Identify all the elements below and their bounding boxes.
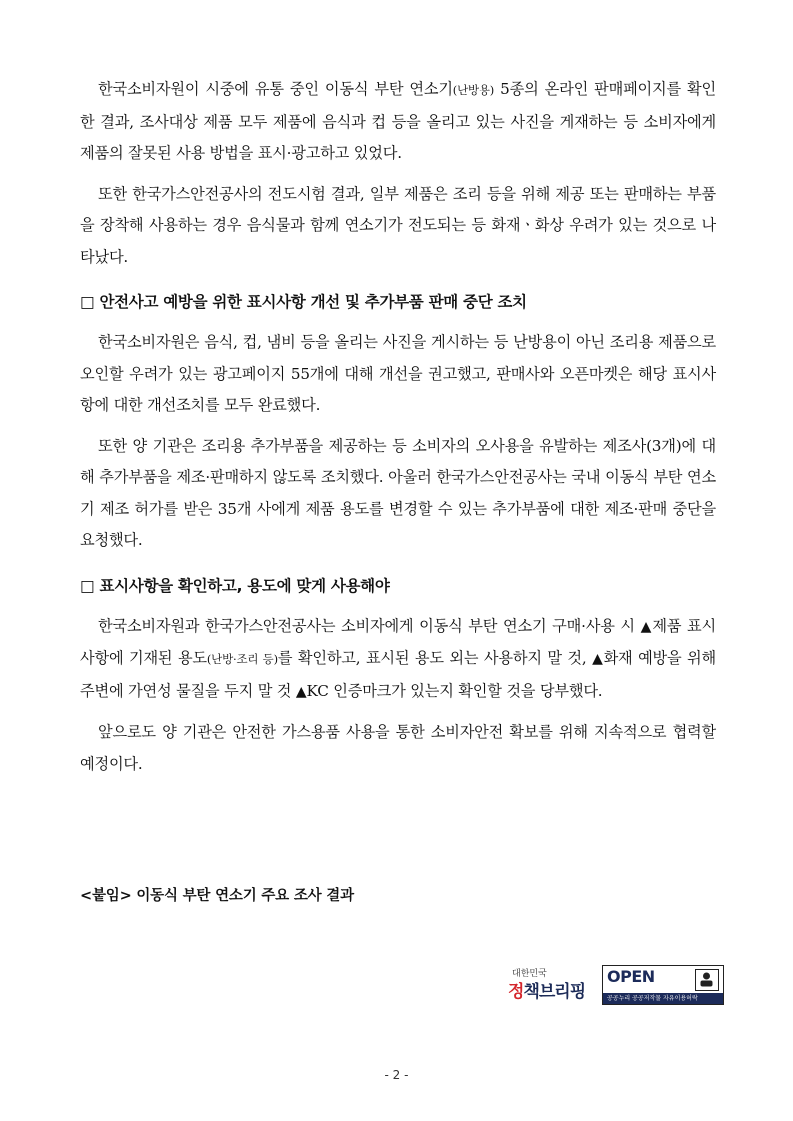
kogl-open-badge: OPEN 공공누리 공공저작물 자유이용허락 <box>602 965 724 1005</box>
paragraph-3: 한국소비자원은 음식, 컵, 냄비 등을 올리는 사진을 게시하는 등 난방용이 아닌 조리용 제품으로 오인할 우려가 있는 광고페이지 55개에 대해 개선을 권고했고, 판매사와 오픈마켓은 해당 표시사항에 대한 개선조치를 모두 완료했다. <box>80 333 716 414</box>
paragraph-2: 또한 한국가스안전공사의 전도시험 결과, 일부 제품은 조리 등을 위해 제공 또는 판매하는 부품을 장착해 사용하는 경우 음식물과 함께 연소기가 전도되는 등 화재ㆍ화상 우려가 있는 것으로 나타났다. <box>80 184 716 266</box>
document-body <box>80 74 716 789</box>
section-heading-2: □ 표시사항을 확인하고, 용도에 맞게 사용해야 <box>80 576 390 595</box>
section-heading-1: □ 안전사고 예방을 위한 표시사항 개선 및 추가부품 판매 중단 조치 <box>80 293 527 311</box>
paragraph-4: 또한 양 기관은 조리용 추가부품을 제공하는 등 소비자의 오사용을 유발하는 제조사(3개)에 대해 추가부품을 제조·판매하지 않도록 조치했다. 아울러 한국가스안전공사는 국내 이동식 부탄 연소기 제조 허가를 받은 35개 사에게 제품 용도를 변경할 수 있는 추가부품에 대한 제조·판매 중단을 요청했다. <box>80 436 716 549</box>
policy-briefing-logo: 대한민국 정책브리핑 <box>508 969 586 1002</box>
paragraph-1: 한국소비자원이 시중에 유통 중인 이동식 부탄 연소기(난방용) 5종의 온라인 판매페이지를 확인한 결과, 조사대상 제품 모두 제품에 음식과 컵 등을 올리고 있는 사진을 게재하는 등 소비자에게 제품의 잘못된 사용 방법을 표시·광고하고 있었다. <box>80 80 716 162</box>
paragraph-6: 앞으로도 양 기관은 안전한 가스용품 사용을 통한 소비자안전 확보를 위해 지속적으로 협력할 예정이다. <box>80 723 716 773</box>
paragraph-5: 한국소비자원과 한국가스안전공사는 소비자에게 이동식 부탄 연소기 구매·사용 시 ▲제품 표시사항에 기재된 용도(난방·조리 등)를 확인하고, 표시된 용도 외는 사용하지 말 것, ▲화재 예방을 위해 주변에 가연성 물질을 두지 말 것 ▲KC 인증마크가 있는지 확인할 것을 당부했다. <box>80 616 716 700</box>
page-number: - 2 - <box>384 1068 409 1082</box>
person-icon <box>695 969 719 991</box>
attachment-label: <붙임> 이동식 부탄 연소기 주요 조사 결과 <box>80 888 354 904</box>
footer-logos <box>508 963 726 1009</box>
